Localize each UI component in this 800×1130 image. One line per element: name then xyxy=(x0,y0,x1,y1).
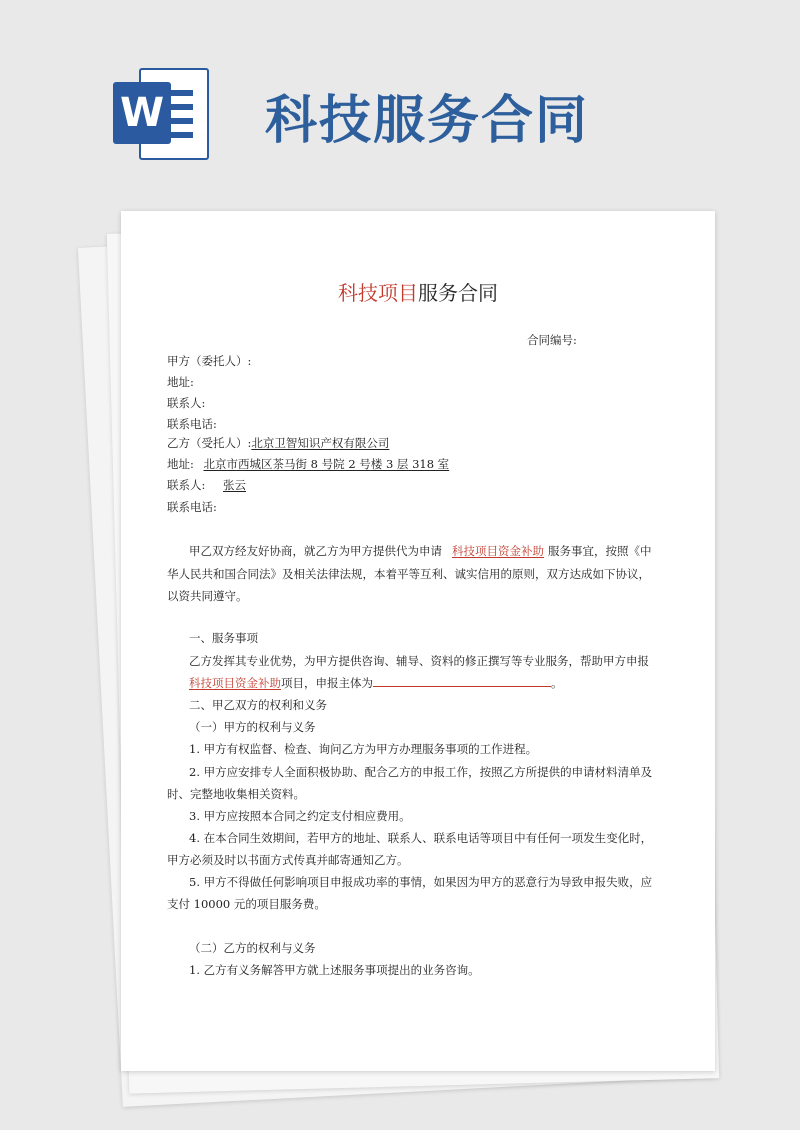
contract-number-label: 合同编号: xyxy=(527,333,577,347)
document-page xyxy=(121,211,715,1071)
intro-line-3: 以资共同遵守。 xyxy=(167,589,248,603)
banner xyxy=(0,0,800,200)
clause-a4-line-2: 甲方必须及时以书面方式传真并邮寄通知乙方。 xyxy=(167,853,409,867)
section-2-subtitle-2: （二）乙方的权利与义务 xyxy=(189,941,316,955)
word-document-icon xyxy=(113,68,213,160)
clause-a3: 3. 甲方应按照本合同之约定支付相应费用。 xyxy=(189,809,411,823)
word-badge: W xyxy=(113,82,171,144)
clause-a2-line-2: 时、完整地收集相关资料。 xyxy=(167,787,305,801)
section-2-subtitle-1: （一）甲方的权利与义务 xyxy=(189,720,316,734)
party-a-label: 甲方（委托人）: xyxy=(167,354,252,368)
section-1-title: 一、服务事项 xyxy=(189,631,258,645)
clause-a1: 1. 甲方有权监督、检查、询问乙方为甲方办理服务事项的工作进程。 xyxy=(189,742,538,756)
party-b-contact-label: 联系人: xyxy=(167,478,206,492)
intro-line-2: 华人民共和国合同法》及相关法律法规，本着平等互利、诚实信用的原则，双方达成如下协议， xyxy=(167,567,650,581)
intro-text: 服务事宜，按照《中 xyxy=(548,544,652,558)
banner-title: 科技服务合同 xyxy=(265,91,590,151)
party-b-label: 乙方（受托人）: xyxy=(167,436,252,450)
party-b-line xyxy=(167,435,389,451)
section-1-period: 。 xyxy=(551,676,563,690)
section-2-title: 二、甲乙双方的权利和义务 xyxy=(189,698,327,712)
party-b-contact: 张云 xyxy=(223,478,247,492)
party-a-phone-label: 联系电话: xyxy=(167,417,217,431)
party-b-phone-label: 联系电话: xyxy=(167,500,217,514)
clause-a5-line-1: 5. 甲方不得做任何影响项目申报成功率的事情，如果因为甲方的恶意行为导致申报失败，应 xyxy=(189,875,653,889)
section-1-project: 科技项目资金补助 xyxy=(189,676,281,690)
party-b-address-label: 地址: xyxy=(167,457,194,471)
intro-text: 甲乙双方经友好协商，就乙方为甲方提供代为申请 xyxy=(189,544,442,558)
party-b-address-line xyxy=(167,456,449,472)
section-1-body-line-2 xyxy=(189,675,563,691)
intro-project: 科技项目资金补助 xyxy=(452,544,544,558)
party-b-contact-line xyxy=(167,477,252,493)
party-a-contact-label: 联系人: xyxy=(167,396,206,410)
intro-line-1 xyxy=(189,543,652,559)
clause-b1: 1. 乙方有义务解答甲方就上述服务事项提出的业务咨询。 xyxy=(189,963,480,977)
section-1-text: 项目，申报主体为 xyxy=(281,676,373,690)
clause-a4-line-1: 4. 在本合同生效期间，若甲方的地址、联系人、联系电话等项目中有任何一项发生变化时， xyxy=(189,831,653,845)
title-red-part: 科技项目 xyxy=(338,281,418,305)
section-1-body-line-1: 乙方发挥其专业优势，为甲方提供咨询、辅导、资料的修正撰写等专业服务，帮助甲方申报 xyxy=(189,654,649,668)
applicant-blank xyxy=(373,676,551,687)
clause-a2-line-1: 2. 甲方应安排专人全面积极协助、配合乙方的申报工作，按照乙方所提供的申请材料清单及 xyxy=(189,765,653,779)
clause-a5-line-2: 支付 10000 元的项目服务费。 xyxy=(167,897,326,911)
party-a-address-label: 地址: xyxy=(167,375,194,389)
party-b-address: 北京市西城区茶马街 8 号院 2 号楼 3 层 318 室 xyxy=(203,457,450,471)
document-title xyxy=(121,277,715,306)
title-black-part: 服务合同 xyxy=(418,281,498,305)
party-b-name: 北京卫智知识产权有限公司 xyxy=(251,436,390,450)
